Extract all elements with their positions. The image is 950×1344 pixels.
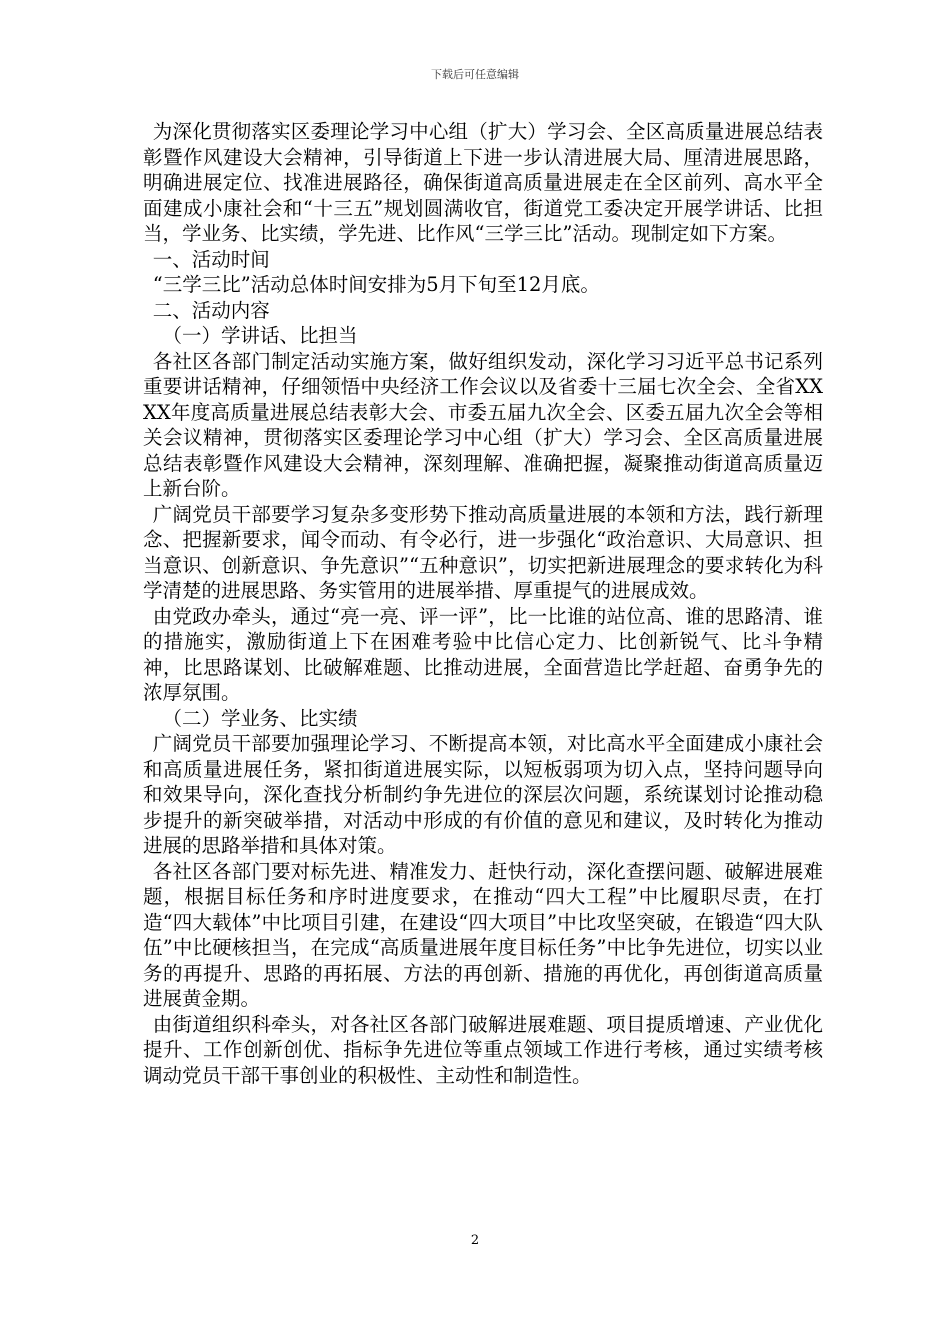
page-header: 下载后可任意编辑 (431, 68, 519, 81)
subsection-1-heading: （一）学讲话、比担当 (162, 324, 358, 347)
subsection-2-paragraph-2: 各社区各部门要对标先进、精准发力、赶快行动，深化查摆问题、破解进展难题，根据目标任务和序时进度要求，在推动“四大工程”中比履职尽责，在打造“四大载体”中比项目引建，在建设“四大项目”中比攻坚突破，在锻造“四大队伍”中比硬核担当，在完成“高质量进展年度目标任务”中比争先进位，切实以业务的再提升、思路的再拓展、方法的再创新、措施的再优化，再创街道高质量进展黄金期。 (143, 859, 823, 1010)
subsection-1-paragraph-2: 广阔党员干部要学习复杂多变形势下推动高质量进展的本领和方法，践行新理念、把握新要求，闻令而动、有令必行，进一步强化“政治意识、大局意识、担当意识、创新意识、争先意识”“五种意识”，切实把新进展理念的要求转化为科学清楚的进展思路、务实管用的进展举措、厚重提气的进展成效。 (143, 502, 823, 602)
section-1-text: “三学三比”活动总体时间安排为5月下旬至12月底。 (152, 273, 600, 296)
section-2-heading: 二、活动内容 (152, 298, 270, 322)
section-1-heading: 一、活动时间 (152, 247, 270, 271)
document-body (143, 119, 823, 1088)
intro-paragraph: 为深化贯彻落实区委理论学习中心组（扩大）学习会、全区高质量进展总结表彰暨作风建设大会精神，引导街道上下进一步认清进展大局、厘清进展思路，明确进展定位、找准进展路径，确保街道高质量进展走在全区前列、高水平全面建成小康社会和“十三五”规划圆满收官，街道党工委决定开展学讲话、比担当，学业务、比实绩，学先进、比作风“三学三比”活动。现制定如下方案。 (143, 120, 823, 245)
subsection-1-paragraph-3: 由党政办牵头，通过“亮一亮、评一评”，比一比谁的站位高、谁的思路清、谁的措施实，激励街道上下在困难考验中比信心定力、比创新锐气、比斗争精神，比思路谋划、比破解难题、比推动进展，全面营造比学赶超、奋勇争先的浓厚氛围。 (143, 604, 823, 704)
subsection-1-paragraph-1: 各社区各部门制定活动实施方案，做好组织发动，深化学习习近平总书记系列重要讲话精神，仔细领悟中央经济工作会议以及省委十三届七次全会、全省XXXX年度高质量进展总结表彰大会、市委五届九次全会、区委五届九次全会等相关会议精神，贯彻落实区委理论学习中心组（扩大）学习会、全区高质量进展总结表彰暨作风建设大会精神，深刻理解、准确把握，凝聚推动街道高质量迈上新台阶。 (143, 349, 823, 500)
subsection-2-paragraph-3: 由街道组织科牵头，对各社区各部门破解进展难题、项目提质增速、产业优化提升、工作创新创优、指标争先进位等重点领域工作进行考核，通过实绩考核调动党员干部干事创业的积极性、主动性和制造性。 (143, 1012, 823, 1087)
page-number: 2 (470, 1233, 480, 1248)
subsection-2-heading: （二）学业务、比实绩 (162, 706, 358, 730)
subsection-2-paragraph-1: 广阔党员干部要加强理论学习、不断提高本领，对比高水平全面建成小康社会和高质量进展任务，紧扣街道进展实际，以短板弱项为切入点，坚持问题导向和效果导向，深化查找分析制约争先进位的深层次问题，系统谋划讨论推动稳步提升的新突破举措，对活动中形成的有价值的意见和建议，及时转化为推动进展的思路举措和具体对策。 (143, 732, 823, 857)
